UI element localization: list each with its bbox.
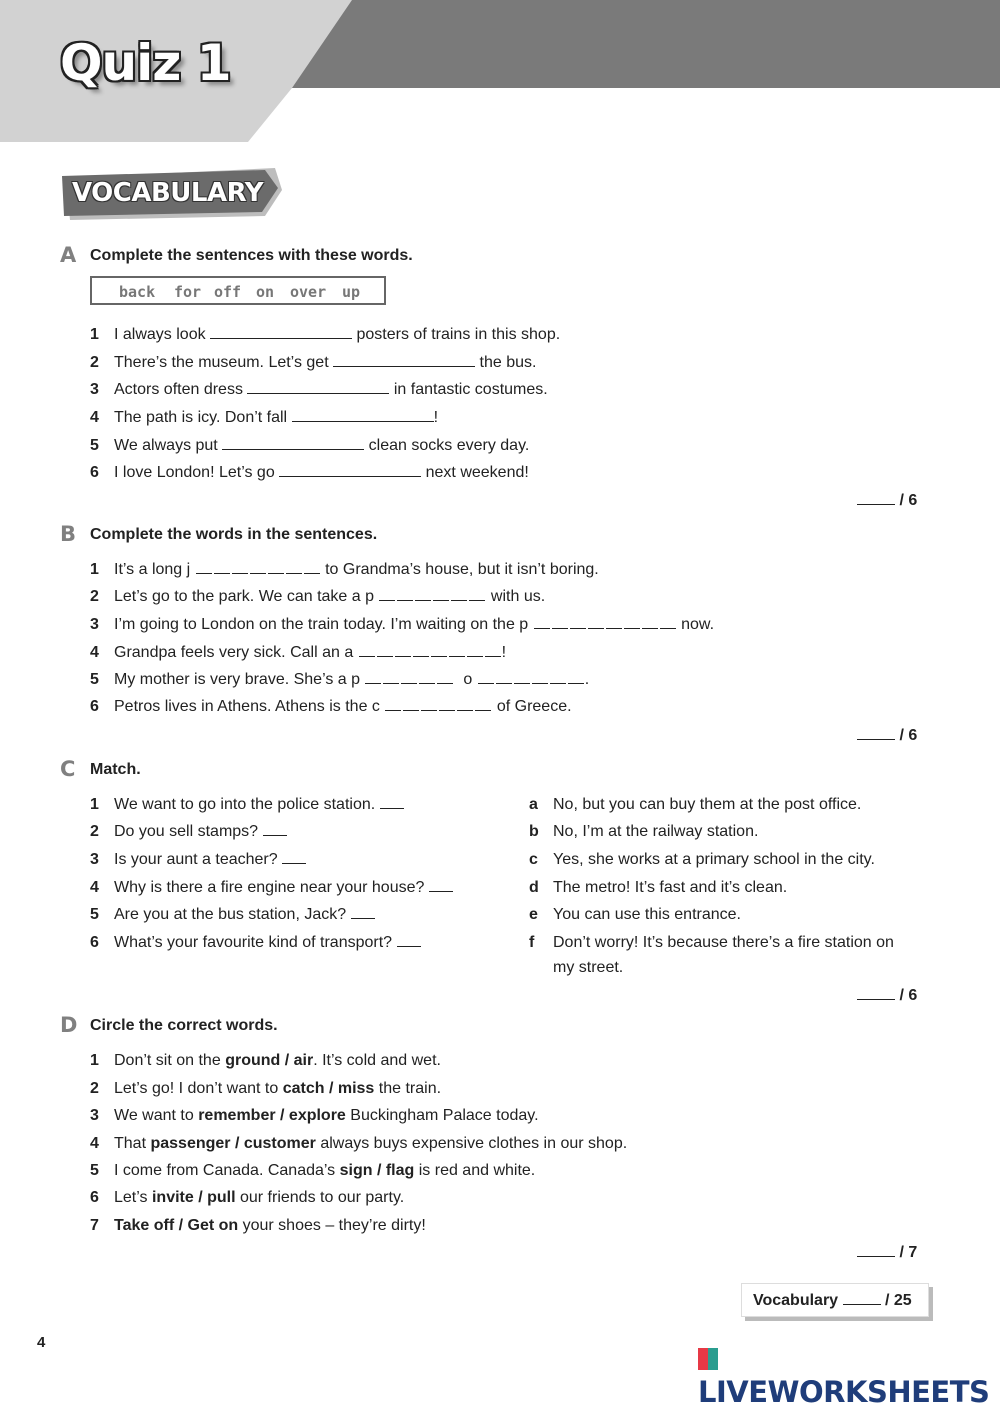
letter-dash[interactable]: [359, 646, 375, 657]
item-text: Actors often dress: [114, 381, 243, 398]
letter-dash[interactable]: [660, 618, 676, 629]
letter-dash[interactable]: [415, 590, 431, 601]
page-title: Quiz 1: [60, 34, 231, 92]
letter-dash[interactable]: [550, 673, 566, 684]
letter-dash[interactable]: [250, 563, 266, 574]
item-text: the train.: [378, 1080, 442, 1097]
score-blank[interactable]: [857, 987, 895, 1000]
letter-blanks[interactable]: [477, 671, 585, 688]
item-number: 1: [90, 561, 99, 578]
match-blank[interactable]: [282, 851, 306, 864]
item-number: 4: [90, 1135, 99, 1152]
item-text: Is your aunt a teacher?: [114, 851, 278, 868]
letter-dash[interactable]: [383, 673, 399, 684]
item-text: There’s the museum. Let’s get: [114, 354, 329, 371]
letter-dash[interactable]: [475, 700, 491, 711]
section-a-letter: A: [60, 243, 77, 267]
item-text: Don’t worry! It’s because there’s a fire station on: [553, 934, 894, 951]
word-box-item: over: [290, 283, 327, 301]
score-blank[interactable]: [857, 1244, 895, 1257]
score-max: / 6: [899, 492, 918, 509]
letter-dash[interactable]: [268, 563, 284, 574]
item-letter: f: [529, 934, 535, 951]
letter-dash[interactable]: [214, 563, 230, 574]
answer-blank[interactable]: [222, 437, 364, 450]
match-blank[interactable]: [380, 796, 404, 809]
section-a-instruction: Complete the sentences with these words.: [90, 247, 413, 264]
item-text: next weekend!: [425, 464, 529, 481]
section-b-instruction: Complete the words in the sentences.: [90, 526, 378, 543]
item-text: our friends to our party.: [239, 1189, 405, 1206]
letter-dash[interactable]: [451, 590, 467, 601]
item-number: 1: [90, 326, 99, 343]
match-blank[interactable]: [397, 934, 421, 947]
letter-dash[interactable]: [606, 618, 622, 629]
letter-blanks[interactable]: [378, 588, 486, 605]
total-label: Vocabulary: [753, 1292, 839, 1309]
item-text: o: [463, 671, 473, 688]
letter-dash[interactable]: [568, 673, 584, 684]
item-text: It’s a long j: [114, 561, 191, 578]
letter-dash[interactable]: [397, 590, 413, 601]
item-text: Grandpa feels very sick. Call an a: [114, 644, 354, 661]
score-blank[interactable]: [843, 1292, 881, 1305]
item-number: 6: [90, 934, 99, 951]
item-number: 3: [90, 1107, 99, 1124]
answer-blank[interactable]: [292, 409, 434, 422]
word-box-item: back: [119, 283, 156, 301]
letter-dash[interactable]: [421, 700, 437, 711]
item-number: 3: [90, 381, 99, 398]
item-number: 5: [90, 671, 99, 688]
letter-dash[interactable]: [196, 563, 212, 574]
match-blank[interactable]: [263, 823, 287, 836]
letter-dash[interactable]: [467, 646, 483, 657]
letter-blanks[interactable]: [384, 698, 492, 715]
letter-dash[interactable]: [419, 673, 435, 684]
score-blank[interactable]: [857, 492, 895, 505]
item-number: 2: [90, 354, 99, 371]
item-number: 2: [90, 588, 99, 605]
score-max: / 6: [899, 727, 918, 744]
match-blank[interactable]: [429, 879, 453, 892]
item-number: 4: [90, 879, 99, 896]
item-text: my street.: [553, 959, 624, 976]
item-number: 5: [90, 437, 99, 454]
item-text: now.: [681, 616, 715, 633]
letter-dash[interactable]: [431, 646, 447, 657]
item-text: Let’s go! I don’t want to: [114, 1080, 279, 1097]
letter-dash[interactable]: [534, 618, 550, 629]
word-choice[interactable]: sign / flag: [339, 1162, 415, 1179]
item-text: No, I’m at the railway station.: [553, 823, 759, 840]
letter-dash[interactable]: [286, 563, 302, 574]
item-text: Why is there a fire engine near your house?: [114, 879, 425, 896]
item-text: Petros lives in Athens. Athens is the c: [114, 698, 380, 715]
item-text: !: [501, 644, 507, 661]
section-b-letter: B: [60, 522, 77, 546]
answer-blank[interactable]: [333, 354, 475, 367]
letter-dash[interactable]: [496, 673, 512, 684]
word-choice[interactable]: catch / miss: [282, 1080, 375, 1097]
score-max: / 7: [899, 1244, 918, 1261]
item-text: Don’t sit on the: [114, 1052, 221, 1069]
section-d-letter: D: [60, 1013, 78, 1037]
letter-dash[interactable]: [365, 673, 381, 684]
letter-blanks[interactable]: [533, 616, 677, 633]
item-text: We always put: [114, 437, 218, 454]
section-c-instruction: Match.: [90, 761, 141, 778]
letter-dash[interactable]: [377, 646, 393, 657]
letter-dash[interactable]: [624, 618, 640, 629]
item-text: I come from Canada. Canada’s: [114, 1162, 336, 1179]
word-box-item: up: [342, 283, 361, 301]
section-c-score: [857, 987, 917, 1005]
letter-dash[interactable]: [433, 590, 449, 601]
item-number: 4: [90, 409, 99, 426]
section-c-letter: C: [60, 757, 76, 781]
item-text: . It’s cold and wet.: [313, 1052, 441, 1069]
item-number: 4: [90, 644, 99, 661]
item-number: 6: [90, 698, 99, 715]
item-letter: e: [529, 906, 538, 923]
letter-dash[interactable]: [437, 673, 453, 684]
item-text: Let’s: [114, 1189, 148, 1206]
section-tag: VOCABULARY: [72, 178, 264, 208]
item-text: The path is icy. Don’t fall: [114, 409, 288, 426]
word-choice[interactable]: Take off / Get on: [114, 1217, 239, 1234]
letter-dash[interactable]: [413, 646, 429, 657]
item-text: clean socks every day.: [368, 437, 530, 454]
letter-dash[interactable]: [439, 700, 455, 711]
letter-dash[interactable]: [449, 646, 465, 657]
letter-dash[interactable]: [570, 618, 586, 629]
word-box-item: for: [174, 283, 202, 301]
letter-dash[interactable]: [514, 673, 530, 684]
score-blank[interactable]: [857, 727, 895, 740]
item-text: your shoes – they’re dirty!: [242, 1217, 426, 1234]
item-letter: b: [529, 823, 539, 840]
letter-dash[interactable]: [642, 618, 658, 629]
item-letter: a: [529, 796, 538, 813]
item-text: You can use this entrance.: [553, 906, 741, 923]
item-letter: c: [529, 851, 538, 868]
match-blank[interactable]: [351, 906, 375, 919]
total-max: / 25: [884, 1292, 912, 1309]
item-text: I love London! Let’s go: [114, 464, 275, 481]
item-number: 5: [90, 906, 99, 923]
word-choice[interactable]: ground / air: [225, 1052, 314, 1069]
letter-dash[interactable]: [385, 700, 401, 711]
item-number: 1: [90, 796, 99, 813]
item-text: !: [433, 409, 439, 426]
item-text: in fantastic costumes.: [393, 381, 548, 398]
letter-dash[interactable]: [232, 563, 248, 574]
answer-blank[interactable]: [210, 326, 352, 339]
item-text: Are you at the bus station, Jack?: [114, 906, 347, 923]
letter-blanks[interactable]: [195, 561, 321, 578]
word-box-item: on: [256, 283, 275, 301]
word-choice[interactable]: invite / pull: [151, 1189, 236, 1206]
letter-dash[interactable]: [379, 590, 395, 601]
item-number: 2: [90, 823, 99, 840]
letter-dash[interactable]: [532, 673, 548, 684]
item-text: Do you sell stamps?: [114, 823, 259, 840]
letter-dash[interactable]: [401, 673, 417, 684]
item-text: always buys expensive clothes in our shop.: [320, 1135, 628, 1152]
letter-dash[interactable]: [304, 563, 320, 574]
item-number: 1: [90, 1052, 99, 1069]
word-box: [90, 276, 386, 305]
letter-blanks[interactable]: [364, 671, 454, 688]
item-number: 6: [90, 464, 99, 481]
answer-blank[interactable]: [279, 464, 421, 477]
letter-dash[interactable]: [485, 646, 501, 657]
item-text: I always look: [114, 326, 206, 343]
item-number: 3: [90, 616, 99, 633]
letter-dash[interactable]: [469, 590, 485, 601]
letter-dash[interactable]: [395, 646, 411, 657]
item-text: The metro! It’s fast and it’s clean.: [553, 879, 788, 896]
item-text: is red and white.: [418, 1162, 536, 1179]
section-b-score: [857, 727, 917, 745]
section-a-score: [857, 492, 917, 510]
item-text: That: [114, 1135, 147, 1152]
item-text: Buckingham Palace today.: [350, 1107, 539, 1124]
item-text: We want to: [114, 1107, 194, 1124]
letter-blanks[interactable]: [358, 644, 502, 661]
liveworksheets-logo: LIVEWORKSHEETS: [698, 1341, 1000, 1409]
total-score-box: [741, 1283, 929, 1317]
item-text: to Grandma’s house, but it isn’t boring.: [325, 561, 599, 578]
item-number: 7: [90, 1217, 99, 1234]
logo-icon: [698, 1348, 718, 1370]
item-text: Yes, she works at a primary school in the city.: [553, 851, 875, 868]
item-text: of Greece.: [496, 698, 572, 715]
item-text: What’s your favourite kind of transport?: [114, 934, 393, 951]
item-letter: d: [529, 879, 539, 896]
item-text: I’m going to London on the train today. I’m waiting on the p: [114, 616, 529, 633]
item-text: Let’s go to the park. We can take a p: [114, 588, 375, 605]
item-number: 5: [90, 1162, 99, 1179]
item-text: My mother is very brave. She’s a p: [114, 671, 361, 688]
section-d-score: [857, 1244, 917, 1262]
item-text: with us.: [490, 588, 546, 605]
letter-dash[interactable]: [552, 618, 568, 629]
word-choice[interactable]: passenger / customer: [150, 1135, 316, 1152]
item-number: 6: [90, 1189, 99, 1206]
letter-dash[interactable]: [457, 700, 473, 711]
letter-dash[interactable]: [588, 618, 604, 629]
letter-dash[interactable]: [478, 673, 494, 684]
item-text: the bus.: [479, 354, 537, 371]
letter-dash[interactable]: [403, 700, 419, 711]
section-d-instruction: Circle the correct words.: [90, 1017, 278, 1034]
answer-blank[interactable]: [247, 381, 389, 394]
word-choice[interactable]: remember / explore: [198, 1107, 346, 1124]
item-text: .: [584, 671, 590, 688]
word-box-item: off: [214, 283, 242, 301]
item-text: No, but you can buy them at the post office.: [553, 796, 862, 813]
item-text: posters of trains in this shop.: [356, 326, 561, 343]
item-number: 3: [90, 851, 99, 868]
page-number: 4: [37, 1334, 46, 1351]
item-text: We want to go into the police station.: [114, 796, 376, 813]
item-number: 2: [90, 1080, 99, 1097]
score-max: / 6: [899, 987, 918, 1004]
